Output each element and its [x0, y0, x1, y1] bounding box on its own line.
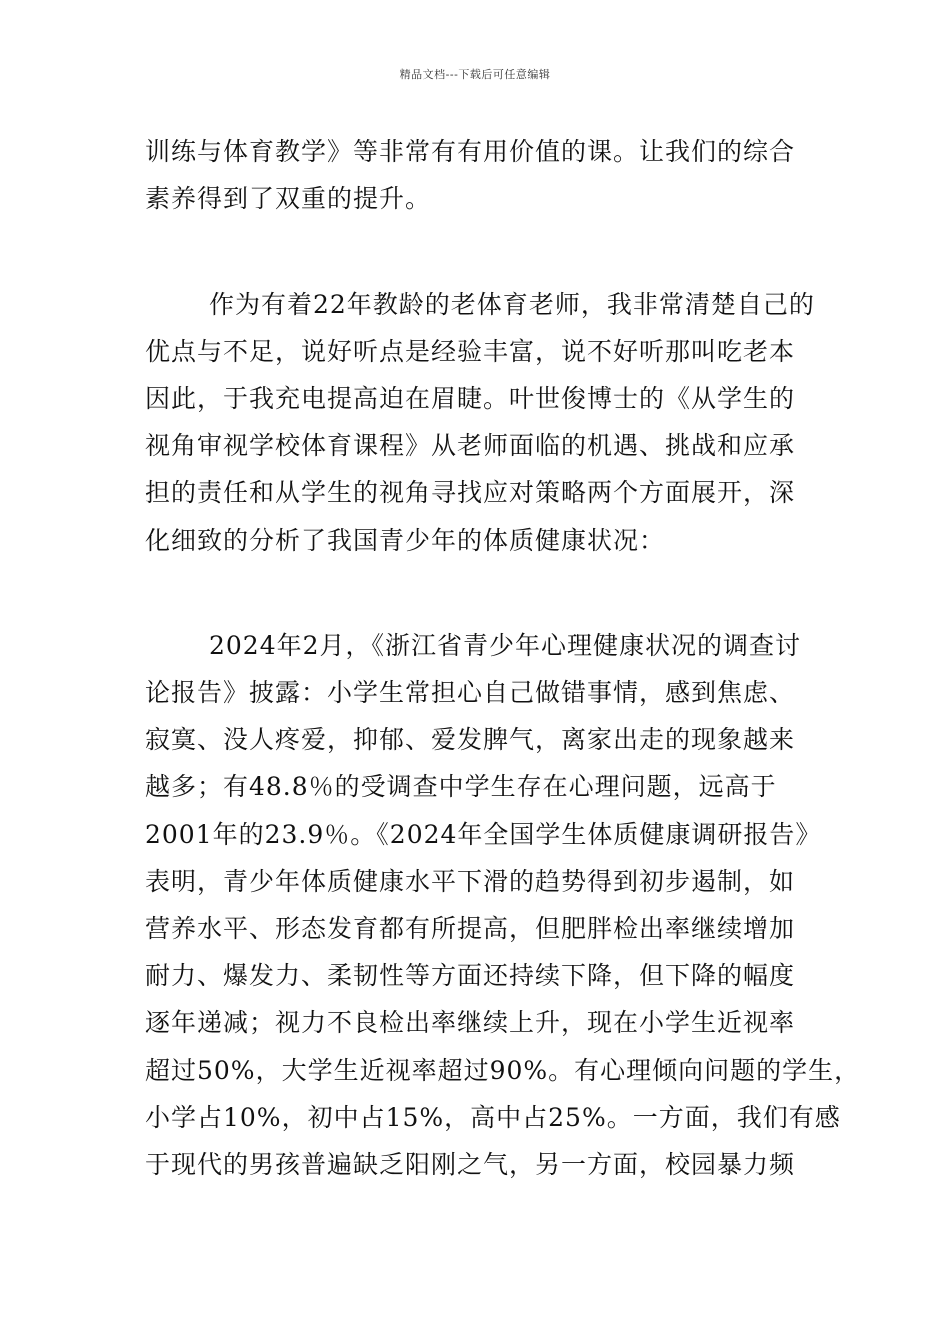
text-line: 2024年2月，《浙江省青少年心理健康状况的调查讨 [209, 630, 802, 660]
text-line: 小学占10%，初中占15%，高中占25%。一方面，我们有感 [145, 1102, 841, 1132]
text-line: 2001年的23.9％。《2024年全国学生体质健康调研报告》 [145, 819, 822, 849]
page-header: 精品文档---下载后可任意编辑 [399, 68, 551, 81]
text-line: 训练与体育教学》等非常有有用价值的课。让我们的综合 [145, 137, 796, 166]
text-line: 论报告》披露：小学生常担心自己做错事情，感到焦虑、 [145, 678, 796, 708]
text-line: 化细致的分析了我国青少年的体质健康状况： [145, 525, 666, 555]
paragraph-2 [145, 281, 815, 564]
text-line: 优点与不足，说好听点是经验丰富，说不好听那叫吃老本 [145, 336, 796, 366]
text-line: 营养水平、形态发育都有所提高，但肥胖检出率继续增加 [145, 914, 796, 943]
text-line: 超过50%，大学生近视率超过90%。有心理倾向问题的学生， [145, 1055, 861, 1085]
text-line: 耐力、爆发力、柔韧性等方面还持续下降，但下降的幅度 [145, 961, 796, 991]
text-line: 越多；有48.8％的受调查中学生存在心理问题，远高于 [145, 772, 777, 802]
paragraph-gap [145, 564, 805, 611]
text-line: 寂寞、没人疼爱，抑郁、爱发脾气，离家出走的现象越来 [145, 725, 796, 755]
text-line: 于现代的男孩普遍缺乏阳刚之气，另一方面，校园暴力频 [145, 1149, 796, 1179]
text-line: 表明，青少年体质健康水平下滑的趋势得到初步遏制，如 [145, 866, 796, 896]
text-line: 视角审视学校体育课程》从老师面临的机遇、挑战和应承 [145, 431, 796, 461]
paragraph-gap [145, 611, 805, 622]
text-line: 担的责任和从学生的视角寻找应对策略两个方面展开，深 [145, 478, 796, 508]
text-line: 作为有着22年教龄的老体育老师，我非常清楚自己的 [209, 289, 815, 319]
document-body [145, 128, 861, 1188]
paragraph-3 [145, 622, 861, 1188]
text-line: 逐年递减；视力不良检出率继续上升，现在小学生近视率 [145, 1008, 796, 1038]
paragraph-1 [145, 128, 805, 222]
paragraph-gap [145, 222, 805, 269]
paragraph-gap [145, 270, 805, 281]
text-line: 素养得到了双重的提升。 [145, 184, 432, 214]
text-line: 因此，于我充电提高迫在眉睫。叶世俊博士的《从学生的 [145, 383, 796, 413]
